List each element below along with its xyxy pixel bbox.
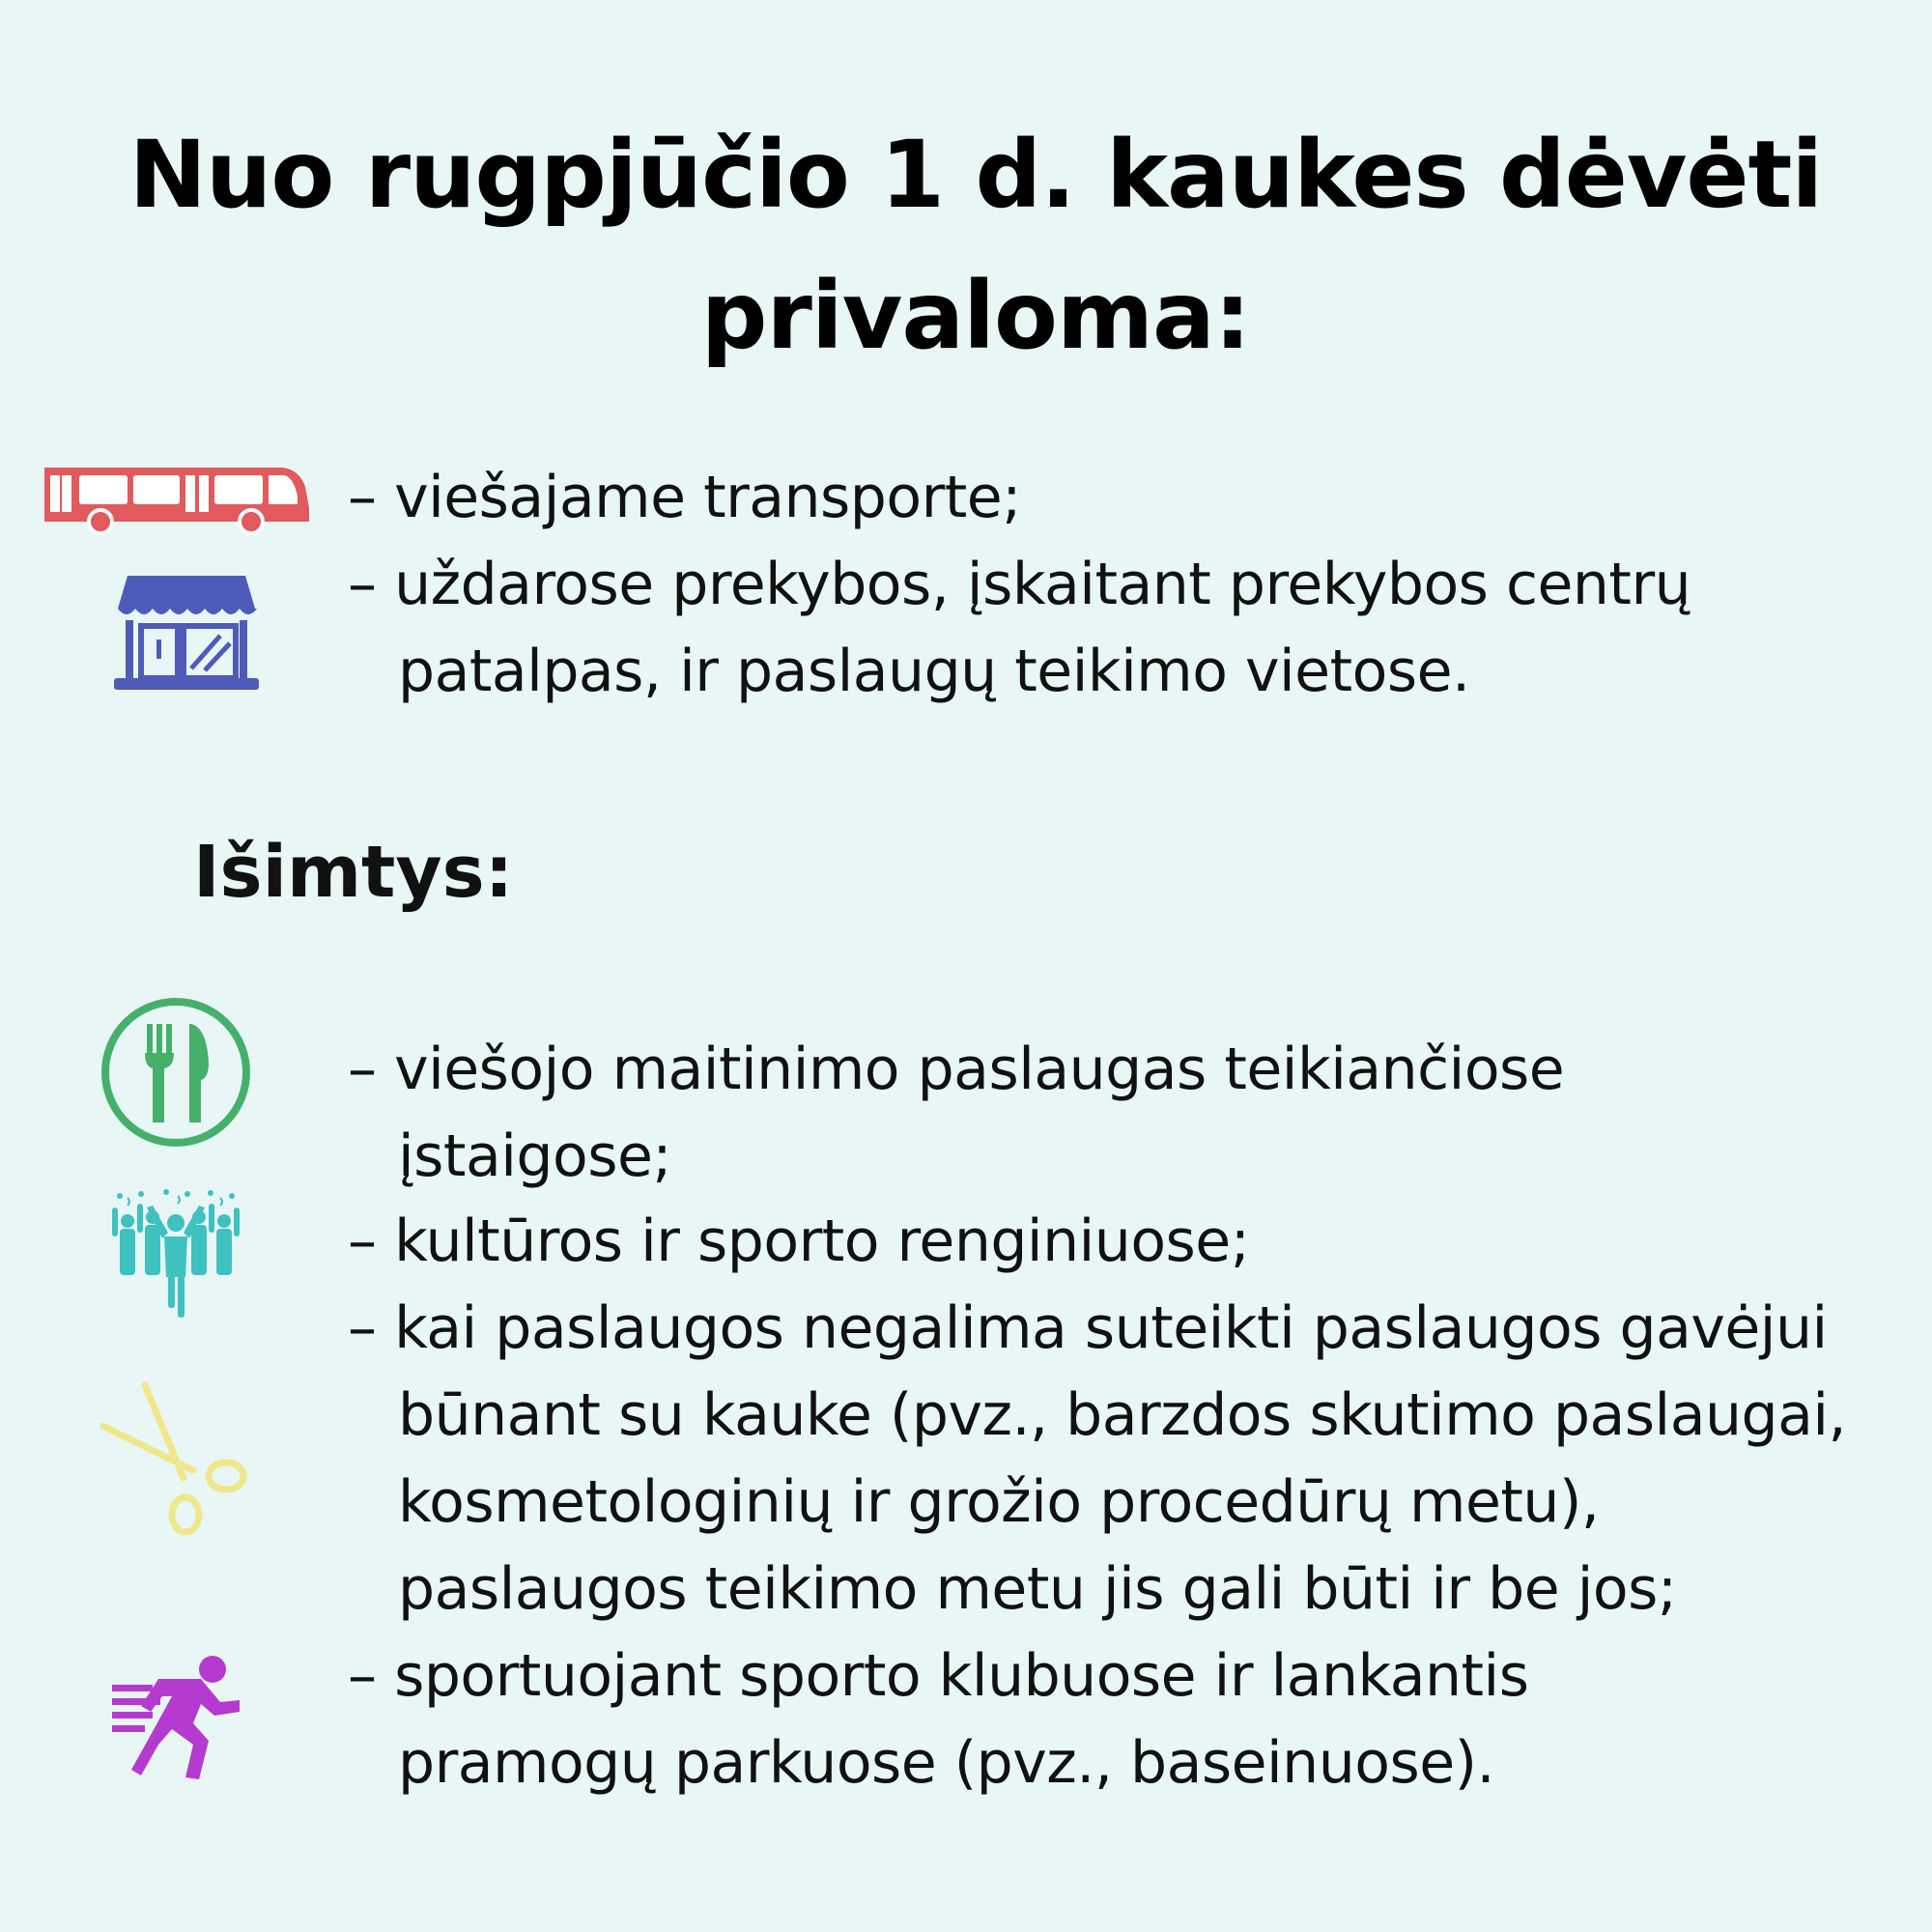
crowd-icon: [108, 1188, 243, 1327]
list-item-continuation: įstaigose;: [398, 1122, 672, 1190]
list-item: – viešajame transporte;: [348, 464, 1021, 531]
list-item: – sportuojant sporto klubuose ir lankantis: [348, 1642, 1529, 1710]
exceptions-heading: Išimtys:: [193, 831, 514, 914]
list-item: – viešojo maitinimo paslaugas teikiančiose: [348, 1036, 1565, 1103]
scissors-icon: [100, 1381, 255, 1540]
list-item-continuation: paslaugos teikimo metu jis gali būti ir be jos;: [398, 1555, 1677, 1623]
list-item: – kultūros ir sporto renginiuose;: [348, 1208, 1250, 1275]
runner-icon: [112, 1652, 243, 1787]
page-title: [58, 104, 1893, 386]
list-item-continuation: kosmetologinių ir grožio procedūrų metu),: [398, 1468, 1600, 1536]
list-item: – kai paslaugos negalima suteikti paslaugos gavėjui: [348, 1294, 1828, 1362]
list-item-continuation: pramogų parkuose (pvz., baseinuose).: [398, 1729, 1495, 1797]
fork-knife-icon: [99, 995, 253, 1153]
list-item-continuation: būnant su kauke (pvz., barzdos skutimo paslaugai,: [398, 1381, 1847, 1449]
title-line-1: Nuo rugpjūčio 1 d. kaukes dėvėti: [128, 121, 1823, 229]
title-line-2: privaloma:: [700, 262, 1251, 370]
store-icon: [114, 572, 259, 696]
list-item-continuation: patalpas, ir paslaugų teikimo vietose.: [398, 638, 1470, 705]
bus-icon: [41, 462, 321, 539]
list-item: – uždarose prekybos, įskaitant prekybos centrų: [348, 551, 1691, 618]
